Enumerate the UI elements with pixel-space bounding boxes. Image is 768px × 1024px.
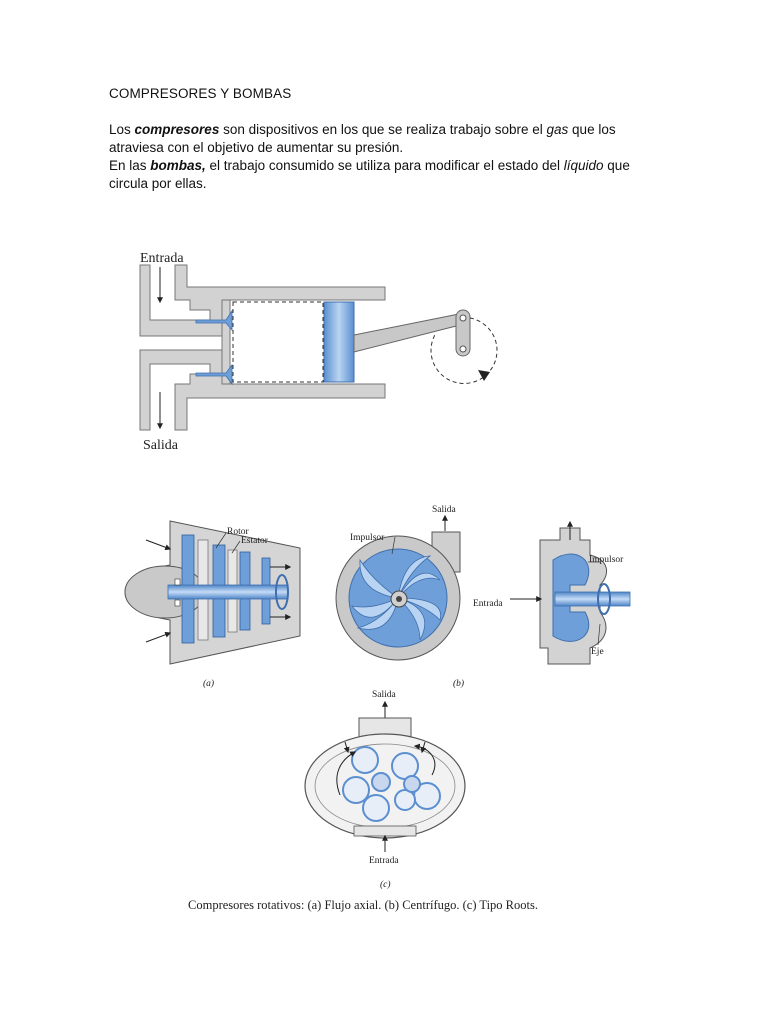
control-volume <box>233 302 323 382</box>
label-entrada-c: Entrada <box>369 856 399 866</box>
crank-shaft <box>460 346 466 352</box>
label-salida-c: Salida <box>372 690 396 700</box>
tag-c: (c) <box>380 880 391 890</box>
piston <box>324 302 354 382</box>
tag-a: (a) <box>203 679 215 689</box>
label-estator: Estator <box>241 536 268 546</box>
centrifugal-section-figure <box>473 522 630 664</box>
tag-b: (b) <box>453 679 465 689</box>
page-title: COMPRESORES Y BOMBAS <box>109 86 292 101</box>
rotation-arrow-icon <box>478 370 490 381</box>
axial-inflow-arrow-bottom <box>146 633 170 642</box>
label-entrada: Entrada <box>140 251 184 266</box>
label-eje: Eje <box>591 647 604 657</box>
axial-shaft <box>168 585 288 599</box>
paragraph-bombas: En las bombas, el trabajo consumido se utiliza para modificar el estado del líquido que circula por ellas. <box>109 158 630 191</box>
reciprocating-compressor-figure <box>140 251 497 453</box>
label-rotor: Rotor <box>227 527 249 537</box>
centrifugal-compressor-figure <box>336 505 464 689</box>
label-salida: Salida <box>143 438 178 453</box>
connecting-rod <box>354 313 468 352</box>
axial-compressor-figure <box>125 521 300 689</box>
section-shaft <box>555 592 630 606</box>
paragraph-compresores: Los compresores son dispositivos en los que se realiza trabajo sobre el gas que los atraviesa con el objetivo de aumentar su presión. <box>109 122 616 155</box>
crank-pin <box>460 315 466 321</box>
label-salida-b: Salida <box>432 505 456 515</box>
label-entrada-section: Entrada <box>473 599 503 609</box>
label-impulsor-section: Impulsor <box>589 555 624 565</box>
figure-caption: Compresores rotativos: (a) Flujo axial. (b) Centrífugo. (c) Tipo Roots. <box>188 898 538 912</box>
axial-inflow-arrow-top <box>146 540 170 549</box>
roots-compressor-figure <box>305 690 465 890</box>
label-impulsor-b: Impulsor <box>350 533 385 543</box>
